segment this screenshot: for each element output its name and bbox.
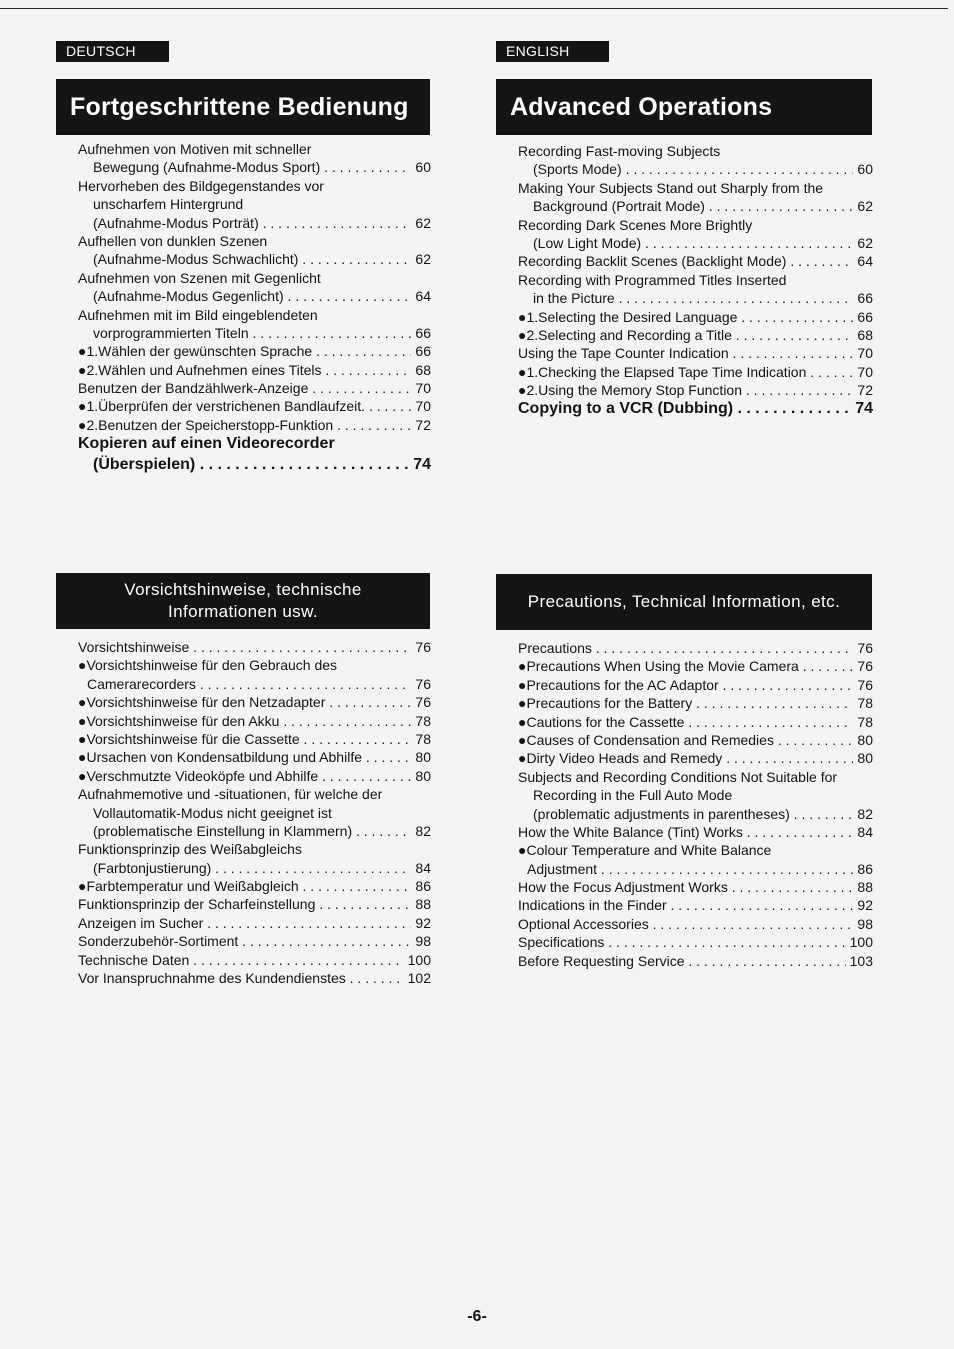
toc-entry [78, 932, 431, 950]
toc-entry-page: 64 [411, 287, 431, 305]
toc-entry [78, 767, 431, 785]
toc-entry-page: 66 [853, 289, 873, 307]
toc-entry-title: ●Colour Temperature and White Balance [518, 842, 772, 859]
language-label-de: DEUTSCH [56, 41, 169, 62]
toc-entry [78, 951, 431, 969]
toc-advanced-de [78, 140, 431, 475]
toc-entry-page: 80 [411, 767, 431, 785]
toc-entry-page: 62 [411, 250, 431, 268]
toc-entry-title: Vollautomatik-Modus nicht geeignet ist [93, 804, 332, 821]
toc-entry-page: 76 [411, 638, 431, 656]
top-rule [0, 8, 948, 9]
toc-advanced-en [518, 142, 873, 420]
toc-entry-title: Funktionsprinzip des Weißabgleichs [78, 841, 302, 858]
toc-entry-title: Vorsichtshinweise . . . [78, 639, 431, 655]
toc-entry-title: Indications in the Finder . . . [518, 897, 873, 913]
section-title-en [496, 574, 872, 630]
toc-entry-title: ●Dirty Video Heads and Remedy . . . [518, 750, 873, 766]
toc-entry-page: 86 [853, 860, 873, 878]
toc-entry-page: 76 [853, 657, 873, 675]
toc-entry-page: 60 [411, 158, 431, 176]
toc-entry [518, 252, 873, 270]
toc-entry-title: ●Precautions for the AC Adaptor . . . [518, 677, 873, 693]
toc-precautions-en [518, 639, 873, 970]
toc-entry-page: 84 [853, 823, 873, 841]
toc-entry [518, 271, 873, 289]
toc-entry [78, 822, 431, 840]
toc-entry-page: 86 [411, 877, 431, 895]
toc-entry-page: 70 [853, 363, 873, 381]
toc-entry-page: 78 [853, 694, 873, 712]
section-title-en-text: Precautions, Technical Information, etc. [527, 592, 841, 611]
toc-entry [78, 250, 431, 268]
page-number: -6- [467, 1308, 487, 1325]
toc-entry-title: Specifications . . . [518, 934, 873, 950]
toc-entry-title: How the White Balance (Tint) Works . . . [518, 824, 873, 840]
toc-entry [518, 713, 873, 731]
toc-entry [78, 342, 431, 360]
toc-entry [518, 676, 873, 694]
toc-entry [518, 841, 873, 859]
toc-entry [78, 361, 431, 379]
chapter-title-de: Fortgeschrittene Bedienung [56, 79, 430, 135]
toc-entry-page: 88 [853, 878, 873, 896]
toc-entry-title: (Aufnahme-Modus Porträt) . . . [93, 215, 431, 231]
toc-entry-page: 84 [411, 859, 431, 877]
toc-entry [78, 693, 431, 711]
toc-entry [518, 234, 873, 252]
toc-entry-title: (Überspielen) . . . [93, 456, 431, 473]
toc-entry-title: Background (Portrait Mode) . . . [533, 198, 873, 214]
toc-entry-page: 62 [853, 234, 873, 252]
toc-entry-title: Vor Inanspruchnahme des Kundendienstes . . . [78, 970, 431, 986]
toc-entry-page: 102 [404, 969, 431, 987]
toc-entry [78, 638, 431, 656]
toc-entry-title: Aufnehmen mit im Bild eingeblendeten [78, 306, 318, 323]
toc-entry-title: ●Verschmutzte Videoköpfe und Abhilfe . . . [78, 768, 431, 784]
toc-entry-page: 76 [411, 693, 431, 711]
toc-entry [78, 140, 431, 158]
toc-entry-title: ●Ursachen von Kondensatbildung und Abhilfe . . . [78, 749, 431, 765]
toc-entry-title: Anzeigen im Sucher . . . [78, 915, 431, 931]
toc-entry [518, 289, 873, 307]
toc-entry-title: ●1.Wählen der gewünschten Sprache . . . [78, 343, 431, 359]
toc-entry [78, 969, 431, 987]
toc-entry [518, 326, 873, 344]
toc-entry [78, 177, 431, 195]
toc-entry-title: Kopieren auf einen Videorecorder [78, 435, 335, 453]
toc-entry-title: ●2.Using the Memory Stop Function . . . [518, 382, 873, 398]
toc-entry-title: (problematische Einstellung in Klammern) . . . [93, 823, 431, 839]
toc-entry-title: ●Precautions for the Battery . . . [518, 695, 873, 711]
toc-entry-page: 103 [846, 952, 873, 970]
toc-entry [518, 381, 873, 399]
toc-entry-page: 100 [404, 951, 431, 969]
toc-entry-page: 62 [853, 197, 873, 215]
toc-entry [78, 840, 431, 858]
toc-entry-page: 80 [853, 749, 873, 767]
toc-entry [518, 768, 873, 786]
toc-entry-page: 78 [411, 712, 431, 730]
toc-entry [78, 269, 431, 287]
toc-entry [518, 639, 873, 657]
toc-entry [518, 915, 873, 933]
toc-entry-title: Hervorheben des Bildgegenstandes vor [78, 177, 324, 194]
toc-entry [78, 195, 431, 213]
section-title-de-line2: Informationen usw. [168, 602, 318, 621]
toc-entry-page: 60 [853, 160, 873, 178]
toc-entry-title: ●Farbtemperatur und Weißabgleich . . . [78, 878, 431, 894]
toc-entry-title: ●1.Checking the Elapsed Tape Time Indication . . . [518, 364, 873, 380]
toc-entry-title: ●2.Wählen und Aufnehmen eines Titels . . . [78, 362, 431, 378]
toc-entry-page: 82 [853, 805, 873, 823]
toc-entry-title: (Aufnahme-Modus Schwachlicht) . . . [93, 251, 431, 267]
toc-entry [78, 232, 431, 250]
toc-entry-page: 78 [853, 713, 873, 731]
toc-entry [78, 804, 431, 822]
toc-entry-page: 98 [411, 932, 431, 950]
toc-entry-page: 68 [853, 326, 873, 344]
toc-entry-title: Before Requesting Service . . . [518, 953, 873, 969]
toc-entry-title: Adjustment . . . [527, 861, 873, 877]
toc-entry-title: Precautions . . . [518, 640, 873, 656]
toc-entry [518, 805, 873, 823]
toc-entry-title: Recording Fast-moving Subjects [518, 143, 721, 159]
toc-entry-title: (Low Light Mode) . . . [533, 235, 873, 251]
toc-entry-page: 72 [411, 416, 431, 434]
toc-entry-title: ●Causes of Condensation and Remedies . . . [518, 732, 873, 748]
toc-entry-title: ●Vorsichtshinweise für den Akku . . . [78, 713, 431, 729]
toc-entry-page: 98 [853, 915, 873, 933]
toc-entry-page: 74 [409, 455, 431, 476]
toc-entry-page: 68 [411, 361, 431, 379]
toc-entry-title: Technische Daten . . . [78, 952, 431, 968]
toc-entry-title: (Farbtonjustierung) . . . [93, 860, 431, 876]
toc-entry-page: 62 [411, 214, 431, 232]
toc-entry-page: 76 [853, 639, 873, 657]
toc-entry-title: Camerarecorders . . . [87, 676, 431, 692]
toc-entry [78, 214, 431, 232]
toc-entry [518, 160, 873, 178]
toc-entry-title: ●2.Selecting and Recording a Title . . . [518, 327, 873, 343]
toc-entry-page: 72 [853, 381, 873, 399]
toc-entry [78, 914, 431, 932]
toc-precautions-de [78, 638, 431, 987]
toc-entry-page: 92 [411, 914, 431, 932]
toc-entry [78, 306, 431, 324]
toc-entry-title: Subjects and Recording Conditions Not Suitable for [518, 768, 838, 785]
toc-entry [78, 158, 431, 176]
toc-entry-page: 74 [851, 399, 873, 420]
toc-entry [518, 823, 873, 841]
toc-entry-title: Copying to a VCR (Dubbing) . . . [518, 400, 873, 417]
toc-entry-title: Using the Tape Counter Indication . . . [518, 345, 873, 361]
toc-entry-title: in the Picture . . . [533, 290, 873, 306]
toc-entry-title: Making Your Subjects Stand out Sharply from the [518, 179, 824, 196]
toc-entry-title: Recording with Programmed Titles Inserted [518, 271, 787, 288]
toc-entry [518, 878, 873, 896]
toc-entry-page: 70 [411, 397, 431, 415]
toc-entry [78, 877, 431, 895]
toc-entry-page: 76 [853, 676, 873, 694]
toc-entry-title: Aufnehmen von Szenen mit Gegenlicht [78, 269, 321, 286]
toc-entry-title: Funktionsprinzip der Scharfeinstellung . . . [78, 896, 431, 912]
toc-entry-title: Aufnahmemotive und -situationen, für welche der [78, 786, 383, 803]
toc-entry-title: ●Vorsichtshinweise für den Gebrauch des [78, 657, 338, 674]
toc-entry-title: unscharfem Hintergrund [93, 196, 244, 213]
toc-entry [78, 656, 431, 674]
toc-entry [78, 434, 431, 455]
language-label-en: ENGLISH [496, 41, 609, 62]
toc-entry-title: ●Vorsichtshinweise für den Netzadapter . . . [78, 694, 431, 710]
section-title-de [56, 573, 430, 629]
toc-entry [518, 399, 873, 420]
toc-entry [518, 216, 873, 234]
toc-entry [518, 731, 873, 749]
toc-entry [78, 748, 431, 766]
toc-entry-page: 82 [411, 822, 431, 840]
toc-entry [78, 455, 431, 476]
toc-entry [518, 952, 873, 970]
toc-entry-title: ●1.Überprüfen der verstrichenen Bandlaufzeit. . . . [78, 398, 431, 414]
toc-entry-page: 70 [853, 344, 873, 362]
toc-entry-title: vorprogrammierten Titeln . . . [93, 325, 431, 341]
toc-entry [78, 397, 431, 415]
toc-entry [78, 379, 431, 397]
toc-entry-page: 80 [853, 731, 873, 749]
toc-entry [518, 657, 873, 675]
toc-entry-title: Recording in the Full Auto Mode [533, 787, 733, 804]
toc-entry-title: Aufhellen von dunklen Szenen [78, 232, 268, 249]
toc-entry-title: Aufnehmen von Motiven mit schneller [78, 141, 312, 157]
toc-entry [78, 324, 431, 342]
toc-entry [518, 197, 873, 215]
toc-entry [518, 786, 873, 804]
toc-entry-title: Sonderzubehör-Sortiment . . . [78, 933, 431, 949]
toc-entry-page: 66 [853, 308, 873, 326]
toc-entry [518, 933, 873, 951]
toc-entry-title: ●1.Selecting the Desired Language . . . [518, 309, 873, 325]
toc-entry-title: Optional Accessories . . . [518, 916, 873, 932]
toc-entry [78, 416, 431, 434]
toc-entry-title: Recording Dark Scenes More Brightly [518, 216, 753, 233]
toc-entry-title: ●2.Benutzen der Speicherstopp-Funktion . . . [78, 417, 431, 433]
toc-entry [78, 895, 431, 913]
toc-entry-title: ●Cautions for the Cassette . . . [518, 714, 873, 730]
toc-entry-page: 70 [411, 379, 431, 397]
toc-entry [78, 730, 431, 748]
toc-entry-title: Recording Backlit Scenes (Backlight Mode) . . . [518, 253, 873, 269]
toc-entry-title: (Aufnahme-Modus Gegenlicht) . . . [93, 288, 431, 304]
toc-entry-page: 66 [411, 342, 431, 360]
section-title-de-line1: Vorsichtshinweise, technische [124, 580, 362, 599]
toc-entry-page: 66 [411, 324, 431, 342]
toc-entry [518, 363, 873, 381]
toc-entry-page: 64 [853, 252, 873, 270]
toc-entry [518, 896, 873, 914]
chapter-title-en: Advanced Operations [496, 79, 872, 135]
toc-entry-title: (Sports Mode) . . . [533, 161, 873, 177]
toc-entry-title: ●Precautions When Using the Movie Camera . . . [518, 658, 873, 674]
toc-entry-page: 76 [411, 675, 431, 693]
toc-entry-title: Benutzen der Bandzählwerk-Anzeige . . . [78, 380, 431, 396]
toc-entry [78, 675, 431, 693]
toc-entry-page: 88 [411, 895, 431, 913]
toc-entry-title: How the Focus Adjustment Works . . . [518, 879, 873, 895]
toc-entry-page: 78 [411, 730, 431, 748]
toc-entry [518, 860, 873, 878]
toc-entry-page: 80 [411, 748, 431, 766]
toc-entry [518, 749, 873, 767]
toc-entry-title: ●Vorsichtshinweise für die Cassette . . . [78, 731, 431, 747]
toc-entry [78, 859, 431, 877]
toc-entry-page: 92 [853, 896, 873, 914]
toc-entry [78, 712, 431, 730]
toc-entry [518, 344, 873, 362]
toc-entry-title: Bewegung (Aufnahme-Modus Sport) . . . [93, 159, 431, 175]
toc-entry [518, 694, 873, 712]
toc-entry [518, 308, 873, 326]
toc-entry [78, 785, 431, 803]
toc-entry-page: 100 [846, 933, 873, 951]
toc-entry-title: (problematic adjustments in parentheses) . . . [533, 806, 873, 822]
toc-entry [518, 179, 873, 197]
toc-entry [78, 287, 431, 305]
toc-entry [518, 142, 873, 160]
